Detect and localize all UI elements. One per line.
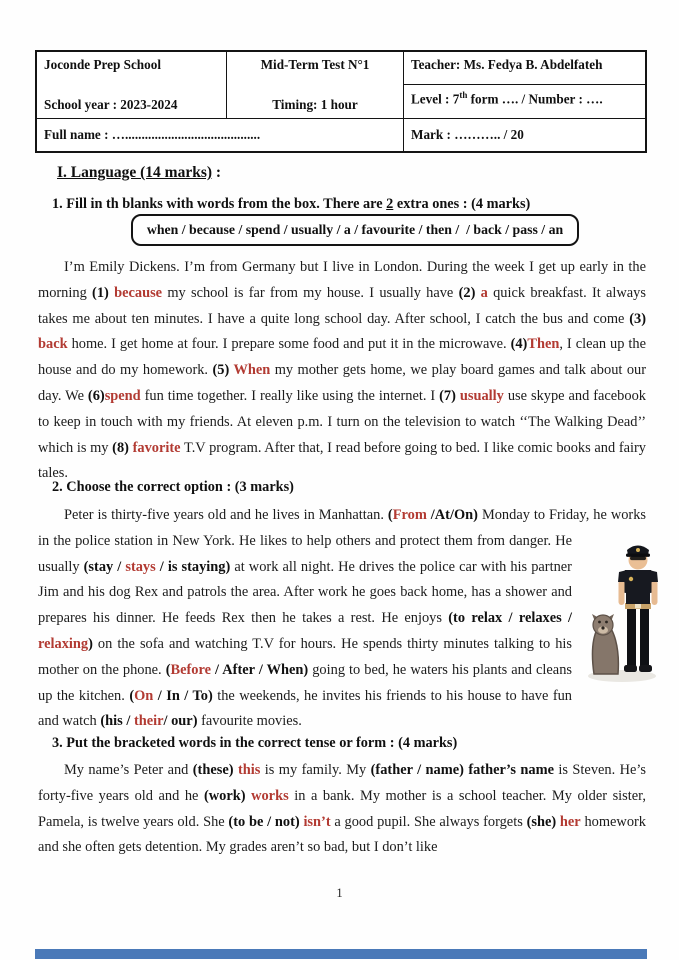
level-text: Level : 7	[411, 91, 460, 107]
test-timing: Timing: 1 hour	[272, 97, 358, 112]
teacher-name: Teacher: Ms. Fedya B. Abdelfateh	[404, 52, 645, 85]
level-number-line	[404, 85, 645, 118]
level-sup: th	[459, 90, 468, 100]
word-box-words: when / because / spend / usually / a / favourite / then / / back / pass / an	[146, 222, 564, 237]
header-school-cell	[37, 52, 227, 118]
full-name-field: Full name : ….........................................	[37, 118, 404, 151]
policeman-dog-image	[580, 528, 664, 684]
exercise2-text: Peter is thirty-five years old and he lives in Manhattan. (From /At/On) Monday to Friday, he works in the police station in New York. He likes to help others and protect them from danger. He usually (stay / stays / is staying) at work all night. He drives the police car with his partner Jim and his dog Rex and patrols the area. After work he goes back home, has a shower and prepares his dinner. He feeds Rex then he takes a rest. He enjoys (to relax / relaxes / relaxing) on the sofa and watching T.V for hours. He spends thirty minutes talking to his mother on the phone. (Before / After / When) going to bed, he waters his plants and cleans up the kitchen. (On / In / To) the weekends, he invites his friends to his house to have fun and watch (his / their/ our) favourite movies.	[38, 503, 646, 735]
policeman-dog-figure	[580, 532, 646, 682]
header-test-cell	[227, 52, 404, 118]
page-number: 1	[336, 886, 343, 900]
header-teacher-cell	[404, 52, 645, 118]
footer-bar	[35, 949, 647, 959]
section-language-heading: I. Language (14 marks) :	[57, 164, 222, 181]
exercise2-title: 2. Choose the correct option : (3 marks)	[52, 479, 294, 495]
exercise1-title: 1. Fill in th blanks with words from the box. There are 2 extra ones : (4 marks)	[52, 196, 531, 212]
school-year: School year : 2023-2024	[44, 97, 178, 112]
level-rest: form …. / Number : ….	[467, 91, 603, 107]
mark-field: Mark : ……….. / 20	[404, 118, 645, 151]
school-name: Joconde Prep School	[44, 57, 161, 72]
test-title: Mid-Term Test N°1	[260, 57, 370, 72]
exercise3-title: 3. Put the bracketed words in the correct tense or form : (4 marks)	[52, 735, 458, 751]
exercise1-text: I’m Emily Dickens. I’m from Germany but I live in London. During the week I get up early in the morning (1) because my school is far from my house. I usually have (2) a quick breakfast. It always takes me about ten minutes. I have a quite long school day. After school, I catch the bus and come (3) back home. I get home at four. I prepare some food and put it in the microwave. (4)Then, I clean up the house and do my homework. (5) When my mother gets home, we play board games and talk about our day. We (6)spend fun time together. I really like using the internet. I (7) usually use skype and facebook to keep in touch with my friends. At eleven p.m. I turn on the television to watch ‘‘The Walking Dead’’ which is my (8) favorite T.V program. After that, I read before going to bed. I like comic books and fairy tales.	[38, 259, 647, 482]
exercise3-text: My name’s Peter and (these) this is my family. My (father / name) father’s name is Steven. He’s forty-five years old and he (work) works in a bank. My mother is a school teacher. My older sister, Pamela, is twelve years old. She (to be / not) isn’t a good pupil. She always forgets (she) her homework and she often gets detention. My grades aren’t so bad, but I don’t like	[38, 762, 646, 856]
word-box	[131, 214, 579, 246]
header-table	[35, 50, 647, 153]
